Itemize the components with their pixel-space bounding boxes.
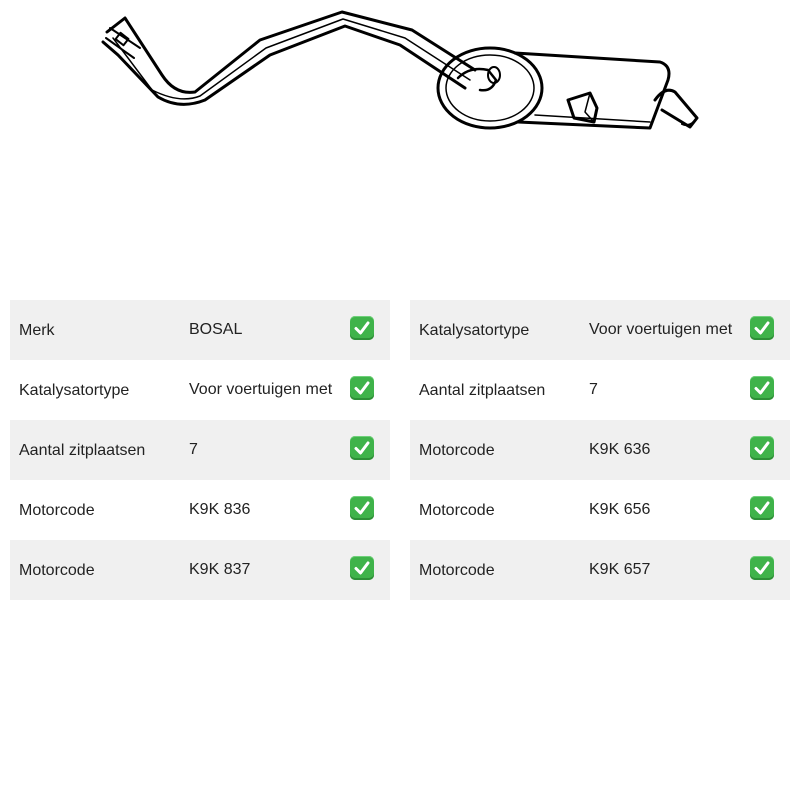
table-row [410,480,790,540]
spec-value: K9K 836 [189,501,251,518]
spec-label: Katalysatortype [419,322,530,339]
check-mark-icon [350,316,374,340]
check-mark-icon [750,436,774,460]
spec-value: K9K 657 [589,561,651,578]
spec-label: Motorcode [19,562,95,579]
spec-value: K9K 636 [589,441,651,458]
spec-label: Motorcode [419,502,495,519]
spec-label: Aantal zitplaatsen [419,382,546,399]
check-mark-icon [350,376,374,400]
check-mark-icon [750,376,774,400]
spec-label: Katalysatortype [19,382,130,399]
check-mark-icon [350,496,374,520]
spec-value: BOSAL [189,321,243,338]
spec-value: 7 [189,441,198,458]
table-row [10,360,390,420]
check-mark-icon [750,496,774,520]
check-mark-icon [350,556,374,580]
table-row [410,360,790,420]
spec-value: 7 [589,381,598,398]
table-row [410,420,790,480]
spec-label: Motorcode [19,502,95,519]
spec-value: Voor voertuigen met [189,381,333,398]
spec-value: Voor voertuigen met [589,321,733,338]
spec-label: Aantal zitplaatsen [19,442,146,459]
spec-table-left [10,300,390,600]
spec-value: K9K 656 [589,501,651,518]
table-row [10,540,390,600]
check-mark-icon [750,316,774,340]
table-row [10,420,390,480]
product-image [100,10,700,135]
spec-label: Motorcode [419,562,495,579]
spec-label: Merk [19,322,55,339]
spec-table-right [410,300,790,600]
table-row [10,480,390,540]
table-row [10,300,390,360]
table-row [410,540,790,600]
table-row [410,300,790,360]
check-mark-icon [750,556,774,580]
spec-value: K9K 837 [189,561,251,578]
check-mark-icon [350,436,374,460]
spec-label: Motorcode [419,442,495,459]
